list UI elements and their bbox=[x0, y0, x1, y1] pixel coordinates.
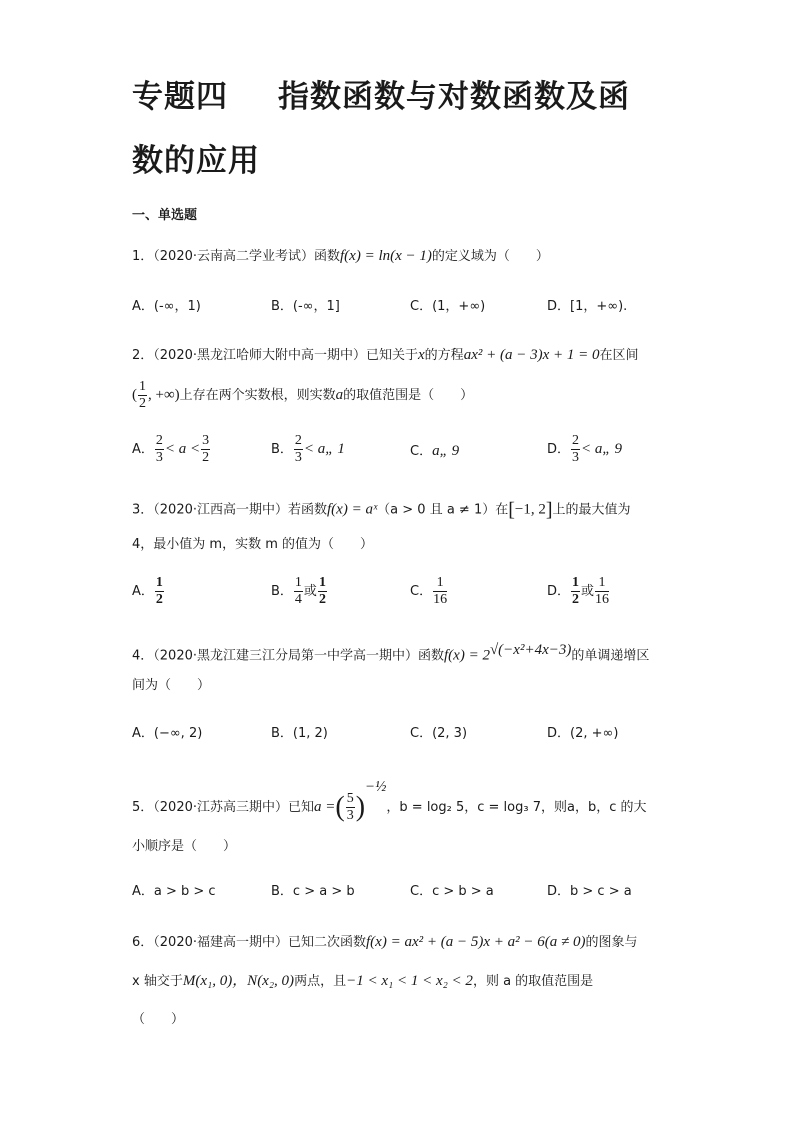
q2-option-c: C．a„ 9 bbox=[410, 443, 460, 459]
question-3-stem-line2: 4，最小值为 m，实数 m 的值为（ ） bbox=[132, 537, 373, 552]
title-part3: 数的应用 bbox=[132, 143, 260, 179]
q4-option-c: C．(2, 3) bbox=[410, 726, 468, 741]
question-4-stem-line1: 4．（2020·黑龙江建三江分局第一中学高一期中）函数$f(x) = 2^{√(-x^2+4x-3)}$的单调递增区 bbox=[132, 642, 650, 664]
question-6-stem-line2: x 轴交于M(x₁, 0)，N(x₂, 0)两点，且−1 < x₁ < 1 < x₂ < 2，则 a 的取值范围是 bbox=[132, 973, 594, 989]
q2-equation: ax² + (a − 3)x + 1 = 0 bbox=[463, 347, 600, 363]
q2-option-d: D． $\frac{2}{3}$ < a„ 9 bbox=[547, 433, 622, 465]
q1-option-b: B．(-∞，1] bbox=[271, 299, 340, 314]
q5-option-a: A．a > b > c bbox=[132, 884, 216, 899]
q2-option-a: A． $\frac{2}{3}$ < a < $\frac{3}{2}$ bbox=[132, 433, 210, 465]
q4-expression: f(x) = 2 bbox=[444, 647, 490, 664]
q5-option-c: C．c > b > a bbox=[410, 884, 494, 899]
q4-option-b: B．(1, 2) bbox=[271, 726, 328, 741]
q5-option-b: B．c > a > b bbox=[271, 884, 355, 899]
q6-expression: f(x) = ax² + (a − 5)x + a² − 6(a ≠ 0) bbox=[366, 934, 586, 950]
q1-option-d: D．[1，+∞). bbox=[547, 299, 628, 314]
question-5-stem-line1: 5．（2020·江苏高三期中）已知a =( $\frac{5}{3}$ )$^{-\frac{1}{2}}$，b = log₂ 5，c = log₃ 7，则a，b，c 的大 bbox=[132, 779, 647, 823]
question-2-stem-line2: ( $\frac{1}{2}$ , +∞)上存在两个实数根，则实数a的取值范围是（ ） bbox=[132, 379, 474, 411]
q2-option-b: B． $\frac{2}{3}$ < a„ 1 bbox=[271, 433, 345, 465]
q3-expression: f(x) = aˣ bbox=[327, 501, 378, 518]
q1-expression: f(x) = ln(x − 1) bbox=[340, 248, 432, 264]
question-6-stem-line3: （ ） bbox=[132, 1012, 185, 1027]
q3-option-b: B． $\frac{1}{4}$ 或 $\frac{1}{2}$ bbox=[271, 575, 326, 607]
q1-option-a: A．(-∞，1) bbox=[132, 299, 201, 314]
q3-option-d: D． $\frac{1}{2}$ 或 $\frac{1}{16}$ bbox=[547, 575, 610, 607]
question-6-stem-line1: 6．（2020·福建高一期中）已知二次函数f(x) = ax² + (a − 5)x + a² − 6(a ≠ 0)的图象与 bbox=[132, 934, 638, 950]
question-2-stem-line1: 2．（2020·黑龙江哈师大附中高一期中）已知关于x的方程ax² + (a − 3)x + 1 = 0在区间 bbox=[132, 347, 639, 363]
q3-option-a: A． $\frac{1}{2}$ bbox=[132, 575, 163, 607]
title-part2: 指数函数与对数函数及函 bbox=[278, 79, 630, 115]
q3-option-c: C． $\frac{1}{16}$ bbox=[410, 575, 448, 607]
q2-interval-fraction: $\frac{1}{2}$ bbox=[139, 379, 146, 411]
title-part1: 专题四 bbox=[132, 79, 228, 115]
question-3-stem-line1: 3．（2020·江西高一期中）若函数f(x) = aˣ（a > 0 且 a ≠ 1）在[−1, 2]上的最大值为 bbox=[132, 499, 631, 521]
q1-option-c: C．(1，+∞) bbox=[410, 299, 486, 314]
question-4-stem-line2: 间为（ ） bbox=[132, 678, 211, 693]
section-heading: 一、单选题 bbox=[132, 208, 198, 223]
q4-option-d: D．(2, +∞) bbox=[547, 726, 619, 741]
q5-option-d: D．b > c > a bbox=[547, 884, 632, 899]
question-1-stem: 1．（2020·云南高二学业考试）函数f(x) = ln(x − 1)的定义域为（ ） bbox=[132, 248, 549, 264]
question-5-stem-line2: 小顺序是（ ） bbox=[132, 839, 237, 854]
q4-option-a: A．(−∞, 2) bbox=[132, 726, 203, 741]
